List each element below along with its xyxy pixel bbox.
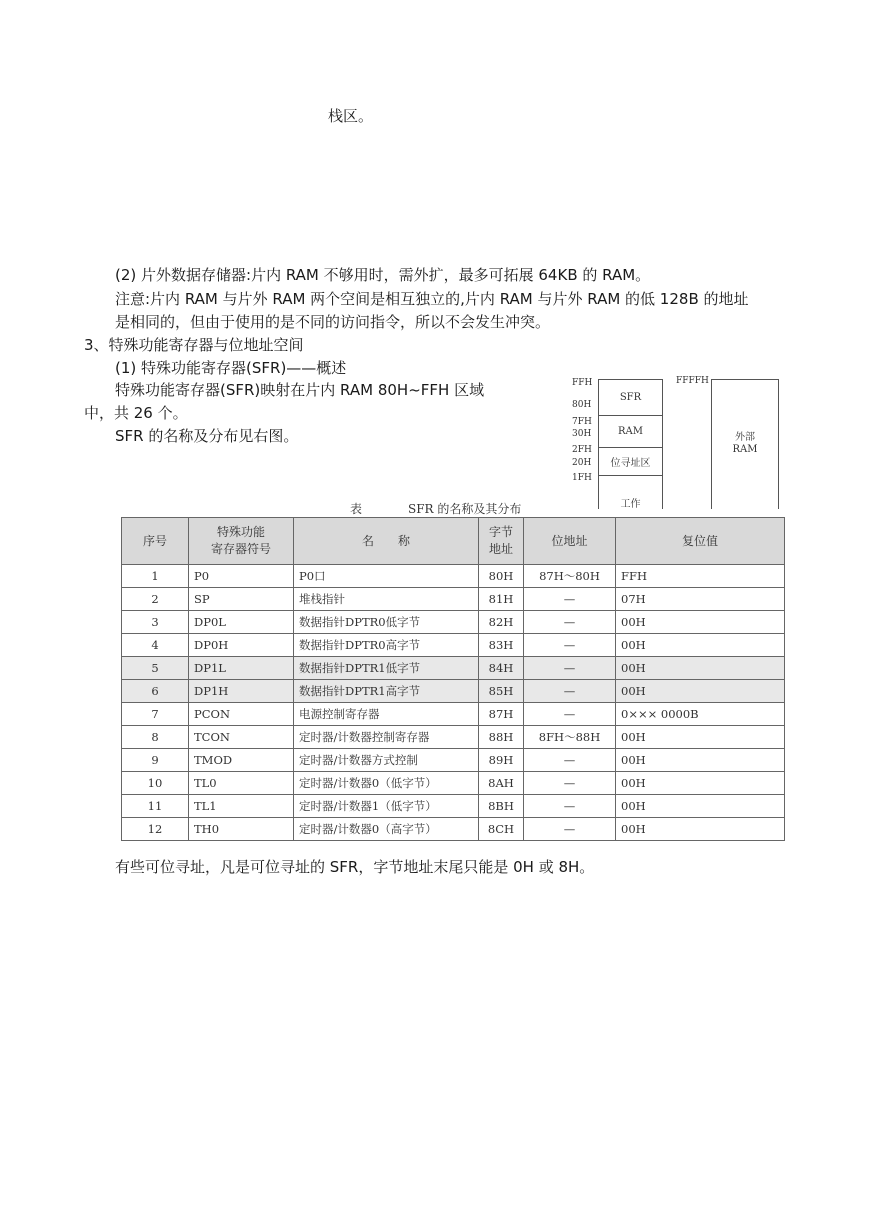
section-heading-3: 3、特殊功能寄存器与位地址空间 — [84, 336, 304, 354]
name-cell: 定时器/计数器1（低字节） — [294, 795, 479, 818]
table-row — [122, 703, 785, 726]
index-cell: 12 — [122, 818, 189, 841]
name-cell: 电源控制寄存器 — [294, 703, 479, 726]
sfr-table — [121, 517, 785, 841]
ram-region: RAM — [599, 416, 662, 448]
index-cell: 5 — [122, 657, 189, 680]
name-cell: 数据指针DPTR0高字节 — [294, 634, 479, 657]
byte-address-cell: 81H — [479, 588, 524, 611]
byte-address-cell: 80H — [479, 565, 524, 588]
external-ram-paragraph: (2) 片外数据存储器:片内 RAM 不够用时，需外扩，最多可拓展 64KB 的 RAM。 — [115, 266, 651, 284]
internal-memory-block — [598, 379, 663, 509]
byte-address-cell: 89H — [479, 749, 524, 772]
table-row — [122, 657, 785, 680]
symbol-cell: SP — [189, 588, 294, 611]
table-row — [122, 726, 785, 749]
table-row — [122, 611, 785, 634]
index-cell: 10 — [122, 772, 189, 795]
sfr-overview-heading: (1) 特殊功能寄存器(SFR)——概述 — [115, 359, 347, 377]
byte-address-cell: 85H — [479, 680, 524, 703]
bit-address-cell: — — [524, 818, 616, 841]
reset-value-cell: 00H — [616, 818, 785, 841]
bit-address-cell: 8FH～88H — [524, 726, 616, 749]
name-cell: 定时器/计数器方式控制 — [294, 749, 479, 772]
working-register-region: 工作 — [620, 499, 641, 510]
index-cell: 8 — [122, 726, 189, 749]
sfr-description-line-1: 特殊功能寄存器(SFR)映射在片内 RAM 80H~FFH 区域 — [115, 381, 485, 399]
index-cell: 9 — [122, 749, 189, 772]
reset-value-cell: 00H — [616, 795, 785, 818]
bit-address-cell: — — [524, 680, 616, 703]
reset-value-cell: 00H — [616, 749, 785, 772]
name-cell: 堆栈指针 — [294, 588, 479, 611]
reset-value-cell: FFH — [616, 565, 785, 588]
reset-value-cell: 07H — [616, 588, 785, 611]
table-row — [122, 565, 785, 588]
address-label: FFH — [572, 378, 593, 388]
header-cell: 位地址 — [524, 518, 616, 565]
symbol-cell: DP1L — [189, 657, 294, 680]
symbol-cell: TL0 — [189, 772, 294, 795]
address-label: 80H — [572, 400, 592, 410]
reset-value-cell: 00H — [616, 680, 785, 703]
address-label: 20H — [572, 458, 592, 468]
table-row — [122, 818, 785, 841]
symbol-cell: PCON — [189, 703, 294, 726]
index-cell: 7 — [122, 703, 189, 726]
name-cell: 数据指针DPTR1高字节 — [294, 680, 479, 703]
table-caption-prefix: 表 — [350, 502, 363, 516]
table-row — [122, 680, 785, 703]
reset-value-cell: 00H — [616, 726, 785, 749]
reset-value-cell: 0××× 0000B — [616, 703, 785, 726]
name-cell: 定时器/计数器0（低字节） — [294, 772, 479, 795]
bit-address-cell: — — [524, 588, 616, 611]
symbol-cell: DP1H — [189, 680, 294, 703]
external-ram-label: 外部 RAM — [732, 432, 758, 455]
table-row — [122, 749, 785, 772]
symbol-cell: P0 — [189, 565, 294, 588]
bit-address-cell: — — [524, 795, 616, 818]
index-cell: 3 — [122, 611, 189, 634]
table-header-row — [122, 518, 785, 565]
sfr-region: SFR — [599, 380, 662, 416]
index-cell: 4 — [122, 634, 189, 657]
reset-value-cell: 00H — [616, 634, 785, 657]
stack-area-text: 栈区。 — [328, 107, 374, 125]
index-cell: 11 — [122, 795, 189, 818]
byte-address-cell: 87H — [479, 703, 524, 726]
symbol-cell: DP0L — [189, 611, 294, 634]
byte-address-cell: 8BH — [479, 795, 524, 818]
reset-value-cell: 00H — [616, 657, 785, 680]
byte-address-cell: 88H — [479, 726, 524, 749]
header-cell: 复位值 — [616, 518, 785, 565]
address-label: 7FH — [572, 417, 592, 427]
table-row — [122, 634, 785, 657]
bit-addressable-note: 有些可位寻址，凡是可位寻址的 SFR，字节地址末尾只能是 0H 或 8H。 — [115, 858, 595, 876]
bit-address-cell: — — [524, 634, 616, 657]
symbol-cell: TMOD — [189, 749, 294, 772]
symbol-cell: TCON — [189, 726, 294, 749]
bit-address-cell: — — [524, 611, 616, 634]
bit-addressable-region: 位寻址区 — [599, 448, 662, 476]
bit-address-cell: — — [524, 749, 616, 772]
table-row — [122, 588, 785, 611]
bit-address-cell: — — [524, 657, 616, 680]
external-top-address: FFFFH — [676, 376, 709, 386]
header-cell: 序号 — [122, 518, 189, 565]
table-row — [122, 772, 785, 795]
bit-address-cell: — — [524, 703, 616, 726]
table-caption-title: SFR 的名称及其分布 — [408, 502, 522, 516]
symbol-cell: TH0 — [189, 818, 294, 841]
address-label: 2FH — [572, 445, 592, 455]
symbol-cell: TL1 — [189, 795, 294, 818]
sfr-description-line-3: SFR 的名称及分布见右图。 — [115, 427, 299, 445]
address-label: 30H — [572, 429, 592, 439]
address-label: 1FH — [572, 473, 592, 483]
index-cell: 1 — [122, 565, 189, 588]
note-line-2: 是相同的，但由于使用的是不同的访问指令，所以不会发生冲突。 — [115, 313, 551, 331]
table-caption — [300, 499, 600, 517]
name-cell: 数据指针DPTR0低字节 — [294, 611, 479, 634]
name-cell: 定时器/计数器控制寄存器 — [294, 726, 479, 749]
bit-address-cell: 87H～80H — [524, 565, 616, 588]
byte-address-cell: 82H — [479, 611, 524, 634]
byte-address-cell: 84H — [479, 657, 524, 680]
header-cell: 特殊功能 寄存器符号 — [189, 518, 294, 565]
reset-value-cell: 00H — [616, 772, 785, 795]
byte-address-cell: 8AH — [479, 772, 524, 795]
index-cell: 2 — [122, 588, 189, 611]
header-cell: 字节 地址 — [479, 518, 524, 565]
symbol-cell: DP0H — [189, 634, 294, 657]
sfr-description-line-2: 中，共 26 个。 — [84, 404, 188, 422]
memory-map-figure — [568, 374, 782, 510]
byte-address-cell: 83H — [479, 634, 524, 657]
byte-address-cell: 8CH — [479, 818, 524, 841]
name-cell: 数据指针DPTR1低字节 — [294, 657, 479, 680]
name-cell: P0口 — [294, 565, 479, 588]
name-cell: 定时器/计数器0（高字节） — [294, 818, 479, 841]
reset-value-cell: 00H — [616, 611, 785, 634]
table-row — [122, 795, 785, 818]
header-cell: 名 称 — [294, 518, 479, 565]
bit-address-cell: — — [524, 772, 616, 795]
note-line-1: 注意:片内 RAM 与片外 RAM 两个空间是相互独立的,片内 RAM 与片外 RAM 的低 128B 的地址 — [115, 290, 749, 308]
index-cell: 6 — [122, 680, 189, 703]
